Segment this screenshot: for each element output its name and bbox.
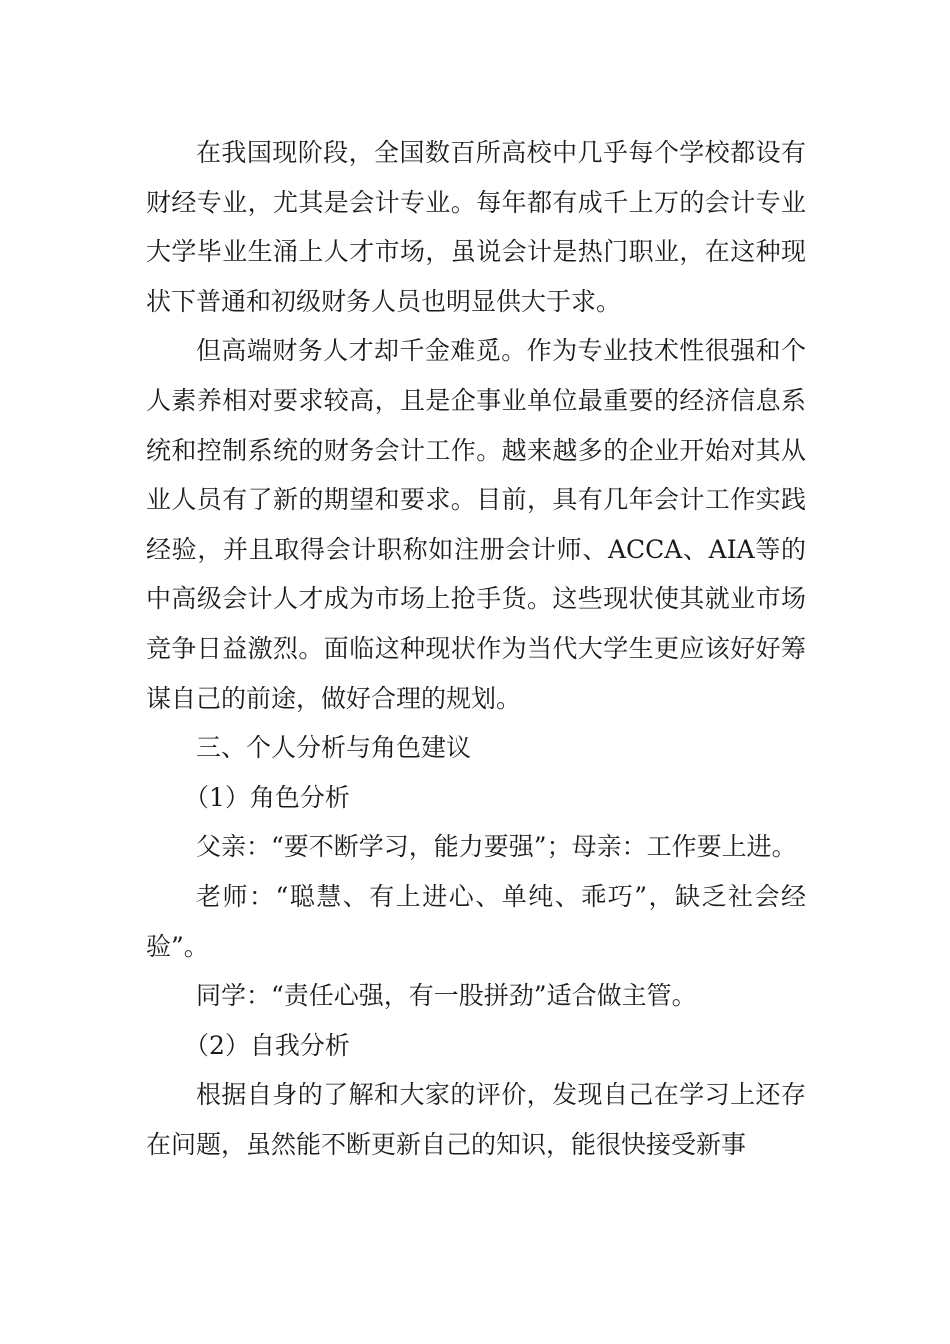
subheading-role-analysis: （1）角色分析 [184, 782, 350, 812]
subheading-self-analysis: （2）自我分析 [184, 1030, 350, 1060]
section-heading-personal-analysis: 三、个人分析与角色建议 [196, 733, 472, 763]
document-body [146, 128, 806, 1169]
paragraph-self-assessment: 根据自身的了解和大家的评价，发现自己在学习上还存在问题，虽然能不断更新自己的知识，能很快接受新事 [146, 1080, 806, 1159]
paragraph-parents: 父亲：“要不断学习，能力要强”；母亲：工作要上进。 [196, 832, 797, 862]
paragraph-teacher: 老师：“聪慧、有上进心、单纯、乖巧”，缺乏社会经验”。 [146, 881, 806, 961]
paragraph-classmates: 同学：“责任心强，有一股拼劲”适合做主管。 [196, 981, 697, 1011]
paragraph-job-market: 在我国现阶段，全国数百所高校中几乎每个学校都设有财经专业，尤其是会计专业。每年都有成千上万的会计专业大学毕业生涌上人才市场，虽说会计是热门职业，在这种现状下普通和初级财务人员也明显供大于求。 [146, 138, 806, 316]
paragraph-high-end-talent: 但高端财务人才却千金难觅。作为专业技术性很强和个人素养相对要求较高，且是企事业单位最重要的经济信息系统和控制系统的财务会计工作。越来越多的企业开始对其从业人员有了新的期望和要求。目前，具有几年会计工作实践经验，并且取得会计职称如注册会计师、ACCA、AIA等的中高级会计人才成为市场上抢手货。这些现状使其就业市场竞争日益激烈。面临这种现状作为当代大学生更应该好好筹谋自己的前途，做好合理的规划。 [146, 336, 806, 713]
